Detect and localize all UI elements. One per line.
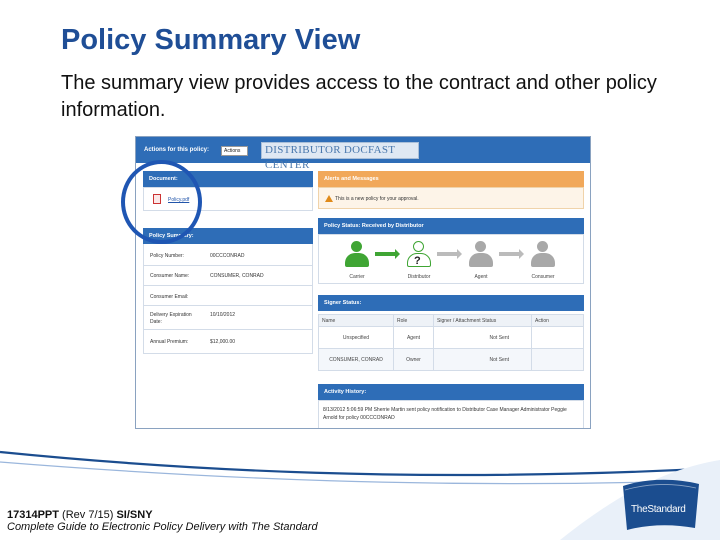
brand-banner: DISTRIBUTOR DOCFAST CENTER	[261, 142, 419, 159]
column-header: Name	[319, 315, 394, 327]
actions-dropdown[interactable]: Actions	[221, 146, 248, 156]
agent-person-icon	[467, 241, 495, 271]
doc-dept: SI/SNY	[116, 509, 153, 521]
role-label: Carrier	[349, 274, 365, 280]
app-screenshot	[135, 136, 591, 429]
slide-subtitle: The summary view provides access to the contract and other policy information.	[61, 72, 657, 121]
distributor-person-icon: ?	[405, 241, 433, 271]
logo-text: TheStandard	[631, 504, 686, 515]
slide-title: Policy Summary View	[61, 24, 361, 56]
summary-label: Consumer Name:	[150, 273, 190, 279]
doc-rev: (Rev 7/15)	[62, 509, 114, 521]
role-label: Agent	[474, 274, 488, 280]
table-row	[319, 349, 584, 371]
warning-icon	[325, 195, 333, 202]
footer-code	[7, 509, 153, 521]
activity-history-header: Activity History:	[318, 384, 584, 400]
policy-pdf-link[interactable]: Policy.pdf	[168, 197, 190, 203]
summary-label: Delivery Expiration Date:	[150, 312, 192, 325]
summary-row	[143, 306, 313, 330]
footer-guide: Complete Guide to Electronic Policy Delivery with The Standard	[7, 521, 318, 533]
summary-row	[143, 286, 313, 306]
role-label: Consumer	[531, 274, 555, 280]
policy-status-panel	[318, 234, 584, 284]
signer-action	[532, 327, 584, 349]
signer-role: Owner	[394, 349, 434, 371]
signer-name: Unspecified	[319, 327, 394, 349]
column-header: Role	[394, 315, 434, 327]
document-panel-header: Document:	[143, 171, 313, 187]
signer-role: Agent	[394, 327, 434, 349]
signer-name: CONSUMER, CONRAD	[319, 349, 394, 371]
arrow-icon	[499, 252, 519, 256]
summary-label: Annual Premium:	[150, 339, 189, 345]
policy-summary-header: Policy Summary:	[143, 228, 313, 244]
summary-label: Policy Number:	[150, 253, 184, 259]
column-header: Action	[532, 315, 584, 327]
summary-value: $12,000.00	[210, 339, 236, 345]
activity-entry: 8/13/2012 5:06:59 PM Sherrie Martin sent policy notification to Distributor Case Manager Administrator Peggie Arnold for policy 00CCCONRAD	[323, 407, 567, 421]
summary-value: CONSUMER, CONRAD	[210, 273, 264, 279]
highlight-circle	[121, 160, 202, 244]
signer-status-header: Signer Status:	[318, 295, 584, 311]
carrier-person-icon	[343, 241, 371, 271]
column-header: Signer / Attachment Status	[434, 315, 532, 327]
summary-label: Consumer Email:	[150, 294, 189, 300]
alerts-header: Alerts and Messages	[318, 171, 584, 187]
signer-table	[318, 314, 584, 371]
policy-status-header: Policy Status: Received by Distributor	[318, 218, 584, 234]
signer-status: Not Sent	[434, 327, 532, 349]
doc-code: 17314PPT	[7, 509, 59, 521]
summary-value: 10/10/2012	[210, 312, 236, 318]
alert-message: This is a new policy for your approval.	[335, 196, 419, 202]
signer-status: Not Sent	[434, 349, 532, 371]
arrow-icon	[437, 252, 457, 256]
summary-row	[143, 266, 313, 286]
consumer-person-icon	[529, 241, 557, 271]
summary-row	[143, 244, 313, 266]
signer-action	[532, 349, 584, 371]
activity-panel	[318, 400, 584, 429]
table-row	[319, 327, 584, 349]
app-header-bar	[136, 137, 590, 171]
summary-value: 00CCCONRAD	[210, 253, 245, 259]
actions-label: Actions for this policy:	[144, 147, 210, 153]
the-standard-logo	[621, 478, 701, 534]
alerts-panel	[318, 187, 584, 209]
summary-row	[143, 330, 313, 354]
arrow-icon	[375, 252, 395, 256]
role-label: Distributor	[407, 274, 431, 280]
